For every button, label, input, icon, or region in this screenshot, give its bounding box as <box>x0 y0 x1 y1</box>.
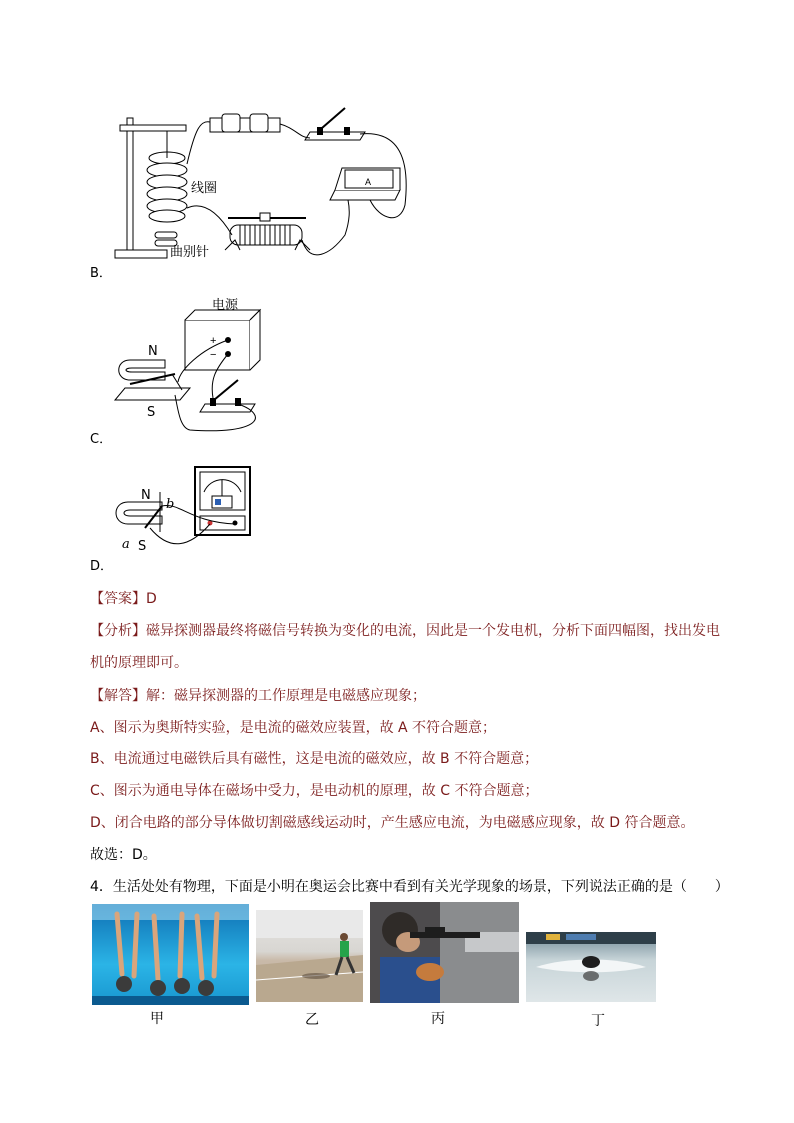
solution-option-c: C、图示为通电导体在磁场中受力，是电动机的原理，故 C 不符合题意； <box>90 783 539 799</box>
d-a-label: a <box>122 537 130 552</box>
caption-yi: 乙 <box>305 1012 319 1028</box>
figure-c-motor-setup <box>110 300 270 435</box>
solution-intro: 解：磁异探测器的工作原理是电磁感应现象； <box>146 688 426 704</box>
photo-runner <box>256 910 363 1002</box>
solution-option-b: B、电流通过电磁铁后具有磁性，这是电流的磁效应，故 B 不符合题意； <box>90 751 539 767</box>
solution-tag: 【解答】 <box>90 688 146 704</box>
option-b-label: B． <box>90 266 112 281</box>
coil-label: 线圈 <box>191 181 218 196</box>
magnet-south-label: S <box>147 405 156 420</box>
question-4-text: 4．生活处处有物理，下面是小明在奥运会比赛中看到有关光学现象的场景，下列说法正确的是（ ） <box>90 879 729 895</box>
option-c-label: C． <box>90 432 113 447</box>
magnet-north-label: N <box>148 344 158 359</box>
figure-d-generator-setup <box>110 462 260 557</box>
answer-tag: 【答案】 <box>90 591 146 607</box>
figure-b-ammeter-letter: A <box>365 177 372 187</box>
power-source-label: 电源 <box>212 298 239 313</box>
photo-synchronized-swimming <box>92 904 249 1005</box>
paper-clip-label: 曲别针 <box>170 245 210 260</box>
solution-line <box>90 686 426 706</box>
d-b-label: b <box>166 497 175 512</box>
d-south-label: S <box>138 539 147 554</box>
analysis-line-1 <box>90 621 720 641</box>
photo-shooter <box>370 902 519 1003</box>
d-north-label: N <box>141 488 151 503</box>
answer-value: D <box>146 591 157 607</box>
analysis-line-2: 机的原理即可。 <box>90 655 188 671</box>
option-d-label: D． <box>90 559 114 574</box>
analysis-tag: 【分析】 <box>90 623 146 639</box>
caption-ding: 丁 <box>591 1013 605 1029</box>
source-plus: + <box>210 335 217 347</box>
answer-line <box>90 589 157 609</box>
caption-jia: 甲 <box>150 1011 164 1027</box>
figure-b-electromagnet-circuit <box>110 100 420 270</box>
solution-option-a: A、图示为奥斯特实验，是电流的磁效应装置，故 A 不符合题意； <box>90 720 497 736</box>
caption-bing: 丙 <box>431 1011 445 1027</box>
solution-option-d: D、闭合电路的部分导体做切割磁感线运动时，产生感应电流，为电磁感应现象，故 D 符合题意。 <box>90 815 695 831</box>
photo-swimmer <box>526 932 656 1002</box>
analysis-text-1: 磁异探测器最终将磁信号转换为变化的电流，因此是一个发电机，分析下面四幅图，找出发电 <box>146 623 720 639</box>
final-choice: 故选：D。 <box>90 847 157 863</box>
source-minus: − <box>210 349 217 361</box>
